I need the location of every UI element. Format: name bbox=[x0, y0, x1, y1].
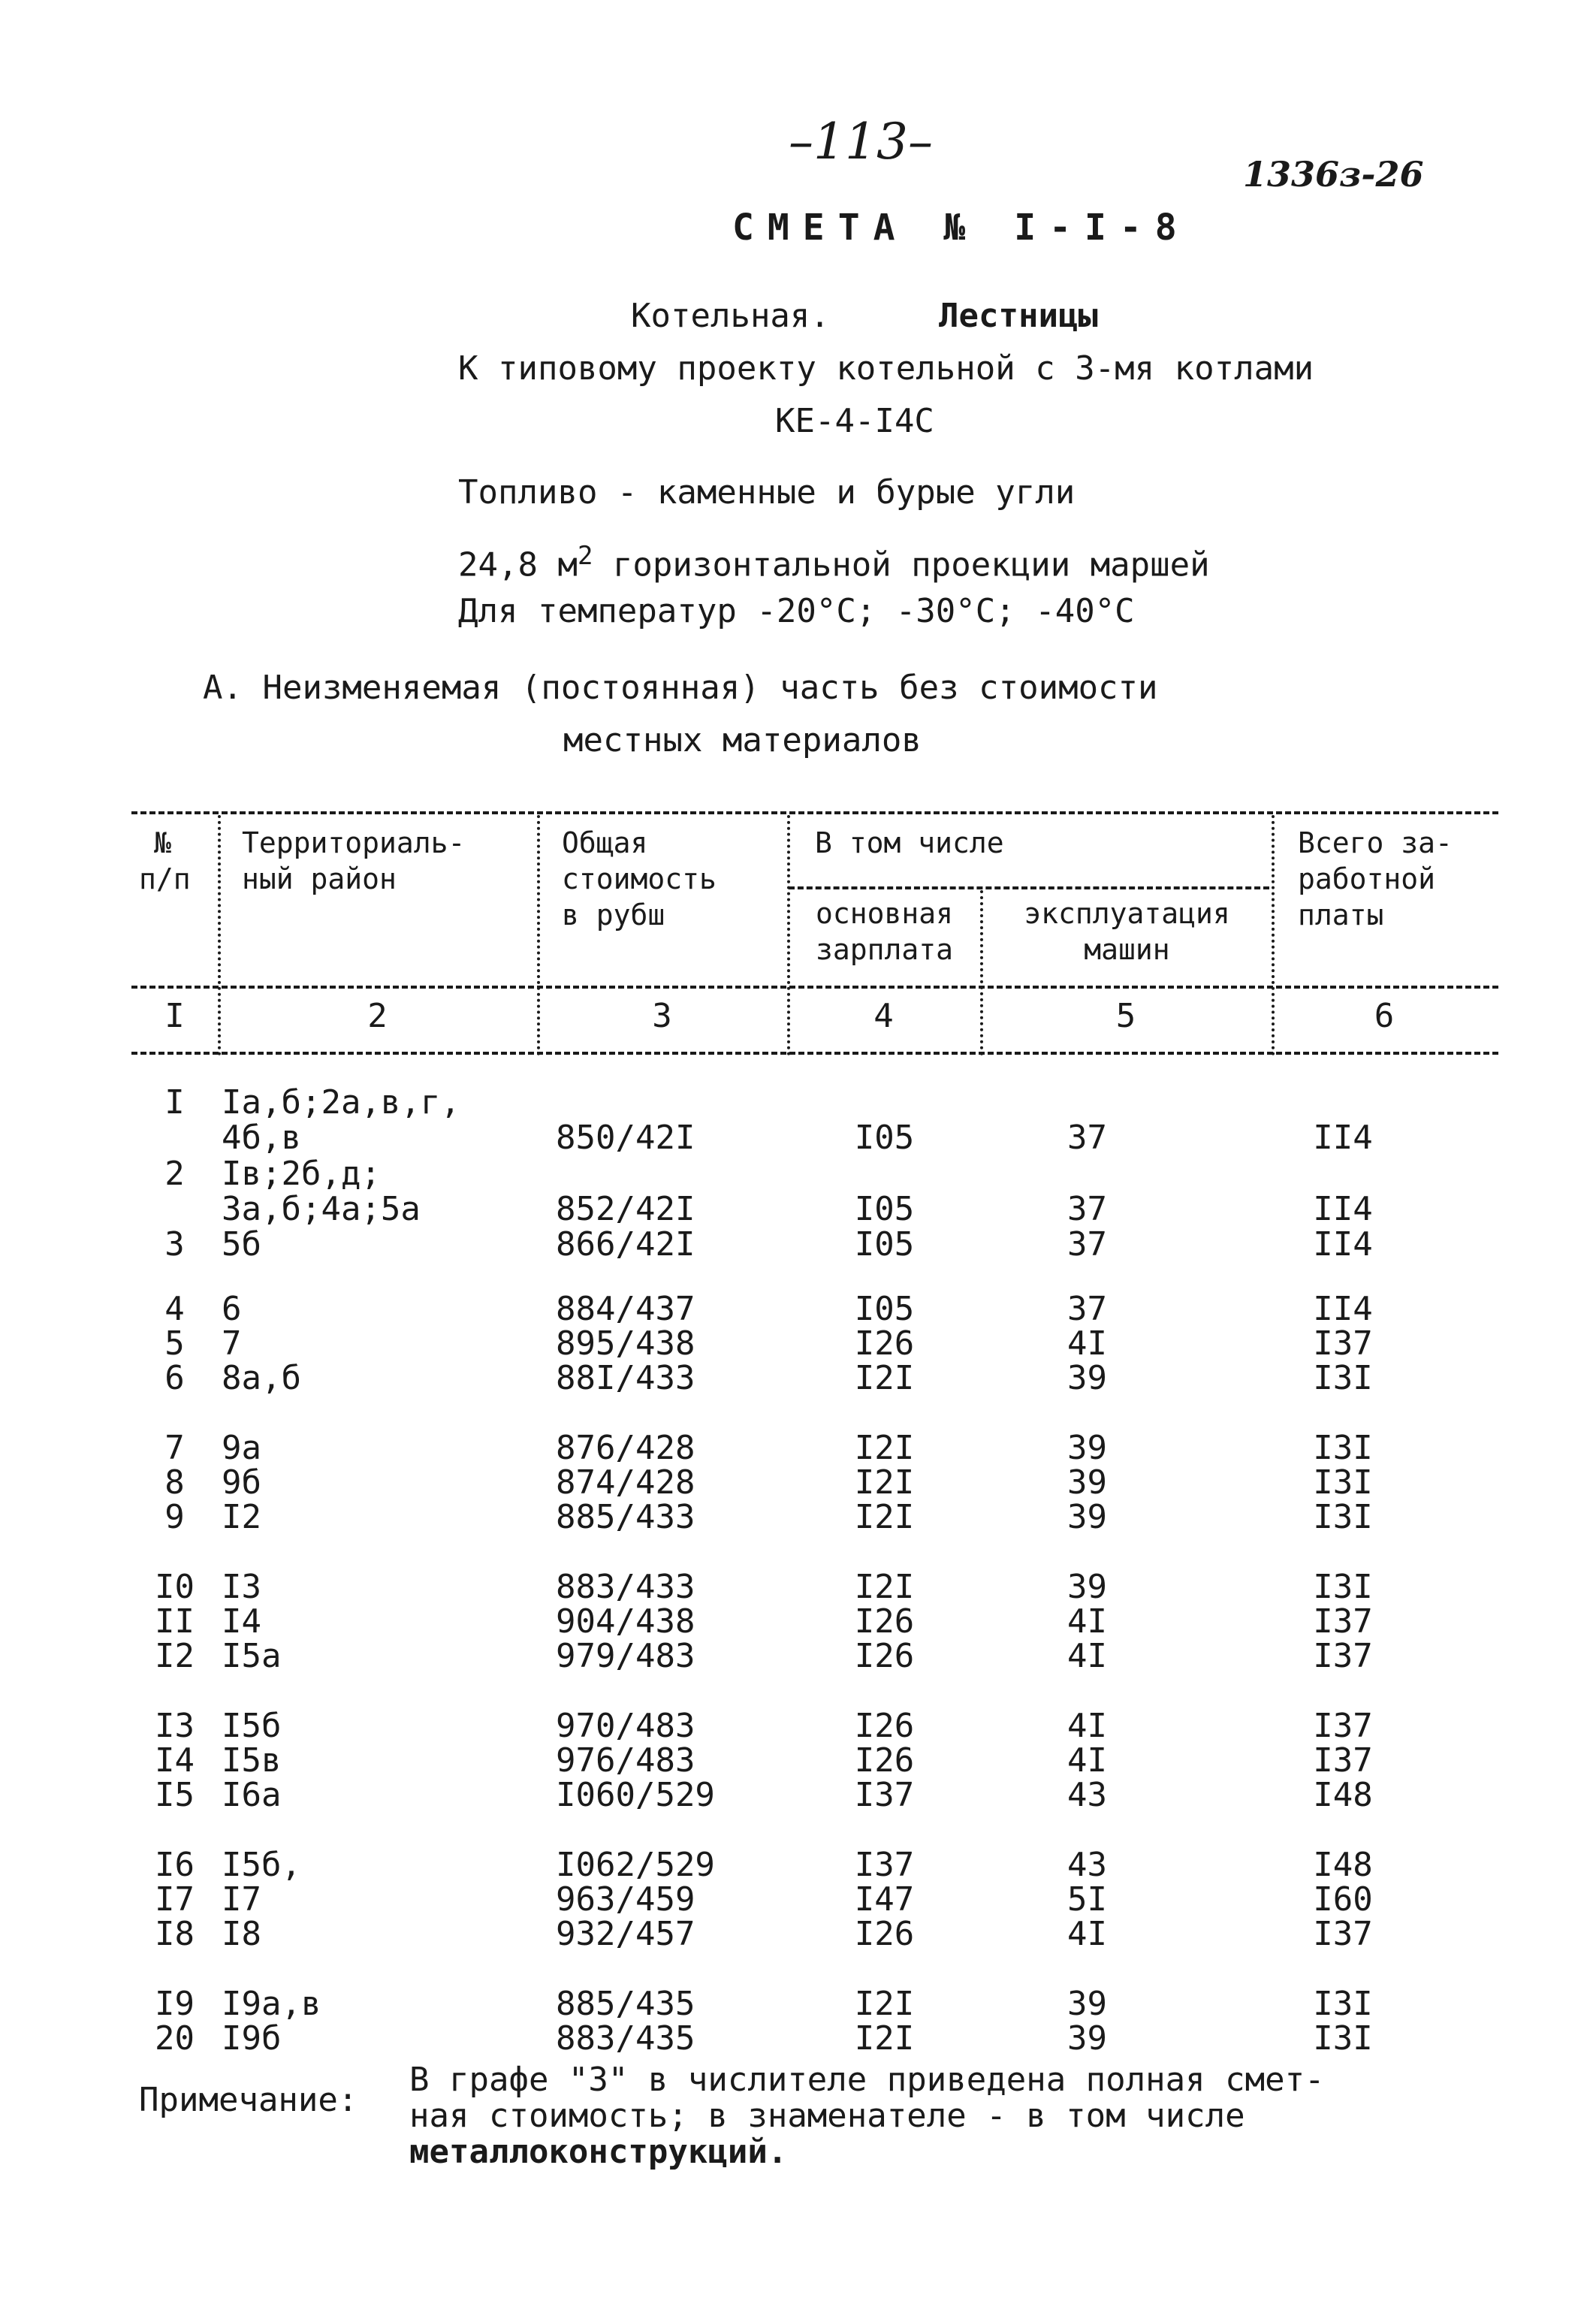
row-base-wage: I26 bbox=[854, 1324, 915, 1363]
row-base-wage: I2I bbox=[854, 1568, 915, 1606]
col-number-4: 4 bbox=[873, 997, 894, 1035]
row-machine-operation: 39 bbox=[1067, 2019, 1107, 2058]
row-total-cost: 979/483 bbox=[556, 1637, 695, 1675]
header-split-rule bbox=[789, 886, 1269, 889]
row-machine-operation: 39 bbox=[1067, 1463, 1107, 1502]
row-region: Ia,б;2a,в,г, bbox=[222, 1083, 460, 1122]
row-number: I4 bbox=[155, 1741, 195, 1780]
header-col4 bbox=[789, 895, 980, 968]
row-number: II bbox=[155, 1602, 195, 1641]
row-number: I9 bbox=[155, 1985, 195, 2023]
row-total-wage: II4 bbox=[1313, 1290, 1373, 1328]
row-total-wage: II4 bbox=[1313, 1225, 1373, 1264]
row-total-wage: I37 bbox=[1313, 1741, 1373, 1780]
area-description: горизонтальной проекции маршей bbox=[593, 545, 1210, 584]
subtitle-stairs: Лестницы bbox=[939, 297, 1098, 335]
row-base-wage: I37 bbox=[854, 1776, 915, 1814]
table-top-rule bbox=[131, 811, 1498, 814]
row-total-cost: 866/42I bbox=[556, 1225, 695, 1264]
row-machine-operation: 37 bbox=[1067, 1225, 1107, 1264]
subtitle-project: К типовому проекту котельной с 3-мя котлами bbox=[458, 349, 1314, 388]
row-machine-operation: 4I bbox=[1067, 1602, 1107, 1641]
row-total-cost: 883/435 bbox=[556, 2019, 695, 2058]
row-total-cost: 850/42I bbox=[556, 1119, 695, 1157]
row-region: 6 bbox=[222, 1290, 242, 1328]
row-total-cost: 970/483 bbox=[556, 1707, 695, 1745]
header-col4-line2: зарплата bbox=[815, 933, 954, 966]
row-total-wage: I3I bbox=[1313, 1568, 1373, 1606]
row-region: I9a,в bbox=[222, 1985, 321, 2023]
area-value: 24,8 м bbox=[458, 545, 578, 584]
row-total-wage: I3I bbox=[1313, 1498, 1373, 1536]
row-machine-operation: 4I bbox=[1067, 1324, 1107, 1363]
row-base-wage: I2I bbox=[854, 1985, 915, 2023]
row-number: 3 bbox=[164, 1225, 185, 1264]
row-machine-operation: 37 bbox=[1067, 1290, 1107, 1328]
header-col5 bbox=[982, 895, 1272, 968]
row-total-wage: I37 bbox=[1313, 1324, 1373, 1363]
row-machine-operation: 39 bbox=[1067, 1359, 1107, 1397]
header-col1-line2: п/п bbox=[139, 862, 191, 895]
row-base-wage: I05 bbox=[854, 1119, 915, 1157]
header-col2-line2: ный район bbox=[242, 862, 397, 895]
col-number-6: 6 bbox=[1374, 997, 1395, 1035]
header-col4-line1: основная bbox=[815, 897, 954, 930]
row-number: 7 bbox=[164, 1429, 185, 1467]
header-col1-line1: № bbox=[154, 826, 171, 859]
row-total-cost: I060/529 bbox=[556, 1776, 715, 1814]
subtitle-boiler-model: КЕ-4-I4С bbox=[775, 402, 934, 440]
row-region: 5б bbox=[222, 1225, 261, 1264]
row-number: 6 bbox=[164, 1359, 185, 1397]
row-total-cost: I062/529 bbox=[556, 1846, 715, 1884]
row-region: I2 bbox=[222, 1498, 261, 1536]
header-col45-group: В том числе bbox=[815, 826, 1004, 859]
header-col3-line3: в рубш bbox=[562, 898, 665, 932]
row-number: I8 bbox=[155, 1915, 195, 1953]
row-base-wage: I2I bbox=[854, 1429, 915, 1467]
row-total-cost: 904/438 bbox=[556, 1602, 695, 1641]
row-base-wage: I2I bbox=[854, 1498, 915, 1536]
row-total-cost: 874/428 bbox=[556, 1463, 695, 1502]
row-base-wage: I26 bbox=[854, 1637, 915, 1675]
col-number-2: 2 bbox=[367, 997, 388, 1035]
row-machine-operation: 39 bbox=[1067, 1498, 1107, 1536]
note-line-3: металлоконструкций. bbox=[409, 2133, 788, 2171]
row-number: 9 bbox=[164, 1498, 185, 1536]
row-total-wage: I3I bbox=[1313, 2019, 1373, 2058]
header-col1 bbox=[139, 825, 191, 897]
row-region: I4 bbox=[222, 1602, 261, 1641]
page-number: –113– bbox=[789, 113, 933, 171]
row-machine-operation: 4I bbox=[1067, 1637, 1107, 1675]
row-number: 8 bbox=[164, 1463, 185, 1502]
header-col5-line1: эксплуатация bbox=[1024, 897, 1230, 930]
header-col6-line1: Всего за- bbox=[1298, 826, 1453, 859]
row-base-wage: I47 bbox=[854, 1880, 915, 1919]
row-region: 3a,б;4a;5a bbox=[222, 1190, 421, 1228]
row-number: I0 bbox=[155, 1568, 195, 1606]
row-number: 20 bbox=[155, 2019, 195, 2058]
row-number: 4 bbox=[164, 1290, 185, 1328]
row-total-cost: 884/437 bbox=[556, 1290, 695, 1328]
row-region: 7 bbox=[222, 1324, 242, 1363]
row-total-cost: 963/459 bbox=[556, 1880, 695, 1919]
row-region: I8 bbox=[222, 1915, 261, 1953]
row-total-wage: II4 bbox=[1313, 1190, 1373, 1228]
row-base-wage: I26 bbox=[854, 1741, 915, 1780]
note-line-2: ная стоимость; в знаменателе - в том числе bbox=[409, 2097, 1245, 2135]
row-total-cost: 852/42I bbox=[556, 1190, 695, 1228]
row-region: 4б,в bbox=[222, 1119, 301, 1157]
row-machine-operation: 37 bbox=[1067, 1190, 1107, 1228]
row-machine-operation: 39 bbox=[1067, 1429, 1107, 1467]
row-total-cost: 885/433 bbox=[556, 1498, 695, 1536]
subtitle-boiler-house: Котельная. bbox=[631, 297, 830, 335]
estimate-title: СМЕТА № I-I-8 bbox=[732, 207, 1190, 249]
row-base-wage: I05 bbox=[854, 1225, 915, 1264]
row-machine-operation: 37 bbox=[1067, 1119, 1107, 1157]
row-region: 8a,б bbox=[222, 1359, 301, 1397]
col-number-5: 5 bbox=[1115, 997, 1136, 1035]
area-line bbox=[458, 541, 1210, 584]
row-region: Iв;2б,д; bbox=[222, 1155, 381, 1193]
header-col2-line1: Территориаль- bbox=[242, 826, 466, 859]
row-total-wage: I60 bbox=[1313, 1880, 1373, 1919]
row-base-wage: I05 bbox=[854, 1290, 915, 1328]
row-total-wage: I3I bbox=[1313, 1429, 1373, 1467]
row-total-cost: 876/428 bbox=[556, 1429, 695, 1467]
row-region: I7 bbox=[222, 1880, 261, 1919]
row-number: I7 bbox=[155, 1880, 195, 1919]
row-number: I2 bbox=[155, 1637, 195, 1675]
header-col3-line1: Общая bbox=[562, 826, 648, 859]
row-machine-operation: 39 bbox=[1067, 1568, 1107, 1606]
header-col3-line2: стоимость bbox=[562, 862, 717, 895]
row-machine-operation: 4I bbox=[1067, 1707, 1107, 1745]
row-number: I3 bbox=[155, 1707, 195, 1745]
row-total-wage: I3I bbox=[1313, 1463, 1373, 1502]
row-total-wage: I37 bbox=[1313, 1915, 1373, 1953]
header-col6 bbox=[1298, 825, 1453, 933]
col-number-1: I bbox=[164, 997, 185, 1035]
header-col6-line3: платы bbox=[1298, 898, 1384, 932]
col-number-3: 3 bbox=[652, 997, 672, 1035]
document-code: 1336з-26 bbox=[1243, 154, 1424, 195]
row-base-wage: I26 bbox=[854, 1915, 915, 1953]
row-base-wage: I26 bbox=[854, 1602, 915, 1641]
row-total-cost: 885/435 bbox=[556, 1985, 695, 2023]
row-total-wage: I37 bbox=[1313, 1637, 1373, 1675]
header-bottom-rule bbox=[131, 986, 1498, 989]
col-numbers-bottom-rule bbox=[131, 1052, 1498, 1055]
row-total-wage: I48 bbox=[1313, 1776, 1373, 1814]
row-machine-operation: 43 bbox=[1067, 1846, 1107, 1884]
row-region: 9б bbox=[222, 1463, 261, 1502]
section-a-title-cont: местных материалов bbox=[563, 721, 922, 759]
area-exponent: 2 bbox=[577, 541, 593, 571]
row-total-cost: 976/483 bbox=[556, 1741, 695, 1780]
fuel-line: Топливо - каменные и бурые угли bbox=[458, 473, 1076, 512]
row-region: I5в bbox=[222, 1741, 282, 1780]
row-machine-operation: 39 bbox=[1067, 1985, 1107, 2023]
header-col2 bbox=[242, 825, 465, 897]
note-line-1: В графе "3" в числителе приведена полная смет- bbox=[409, 2061, 1325, 2099]
row-total-cost: 883/433 bbox=[556, 1568, 695, 1606]
header-col5-line2: машин bbox=[1084, 933, 1170, 966]
row-machine-operation: 4I bbox=[1067, 1915, 1107, 1953]
row-region: I5a bbox=[222, 1637, 282, 1675]
row-total-cost: 932/457 bbox=[556, 1915, 695, 1953]
row-total-wage: II4 bbox=[1313, 1119, 1373, 1157]
row-machine-operation: 5I bbox=[1067, 1880, 1107, 1919]
note-label: Примечание: bbox=[139, 2081, 358, 2119]
row-number: I5 bbox=[155, 1776, 195, 1814]
row-region: I6a bbox=[222, 1776, 282, 1814]
header-col3 bbox=[562, 825, 717, 933]
row-total-wage: I3I bbox=[1313, 1985, 1373, 2023]
temperature-line: Для температур -20°C; -30°C; -40°C bbox=[458, 592, 1135, 630]
row-number: I bbox=[164, 1083, 185, 1122]
row-base-wage: I2I bbox=[854, 2019, 915, 2058]
section-a-title: А. Неизменяемая (постоянная) часть без стоимости bbox=[203, 669, 1158, 707]
row-base-wage: I37 bbox=[854, 1846, 915, 1884]
row-region: I3 bbox=[222, 1568, 261, 1606]
row-base-wage: I05 bbox=[854, 1190, 915, 1228]
row-region: I5б bbox=[222, 1707, 282, 1745]
row-total-wage: I37 bbox=[1313, 1707, 1373, 1745]
row-machine-operation: 4I bbox=[1067, 1741, 1107, 1780]
row-total-cost: 895/438 bbox=[556, 1324, 695, 1363]
row-number: I6 bbox=[155, 1846, 195, 1884]
row-base-wage: I26 bbox=[854, 1707, 915, 1745]
row-total-wage: I3I bbox=[1313, 1359, 1373, 1397]
row-number: 2 bbox=[164, 1155, 185, 1193]
row-total-wage: I48 bbox=[1313, 1846, 1373, 1884]
row-machine-operation: 43 bbox=[1067, 1776, 1107, 1814]
row-region: 9a bbox=[222, 1429, 261, 1467]
row-base-wage: I2I bbox=[854, 1463, 915, 1502]
row-base-wage: I2I bbox=[854, 1359, 915, 1397]
row-region: I9б bbox=[222, 2019, 282, 2058]
row-total-cost: 88I/433 bbox=[556, 1359, 695, 1397]
header-col6-line2: работной bbox=[1298, 862, 1436, 895]
row-region: I5б, bbox=[222, 1846, 301, 1884]
row-number: 5 bbox=[164, 1324, 185, 1363]
note-text bbox=[409, 2062, 1325, 2170]
row-total-wage: I37 bbox=[1313, 1602, 1373, 1641]
